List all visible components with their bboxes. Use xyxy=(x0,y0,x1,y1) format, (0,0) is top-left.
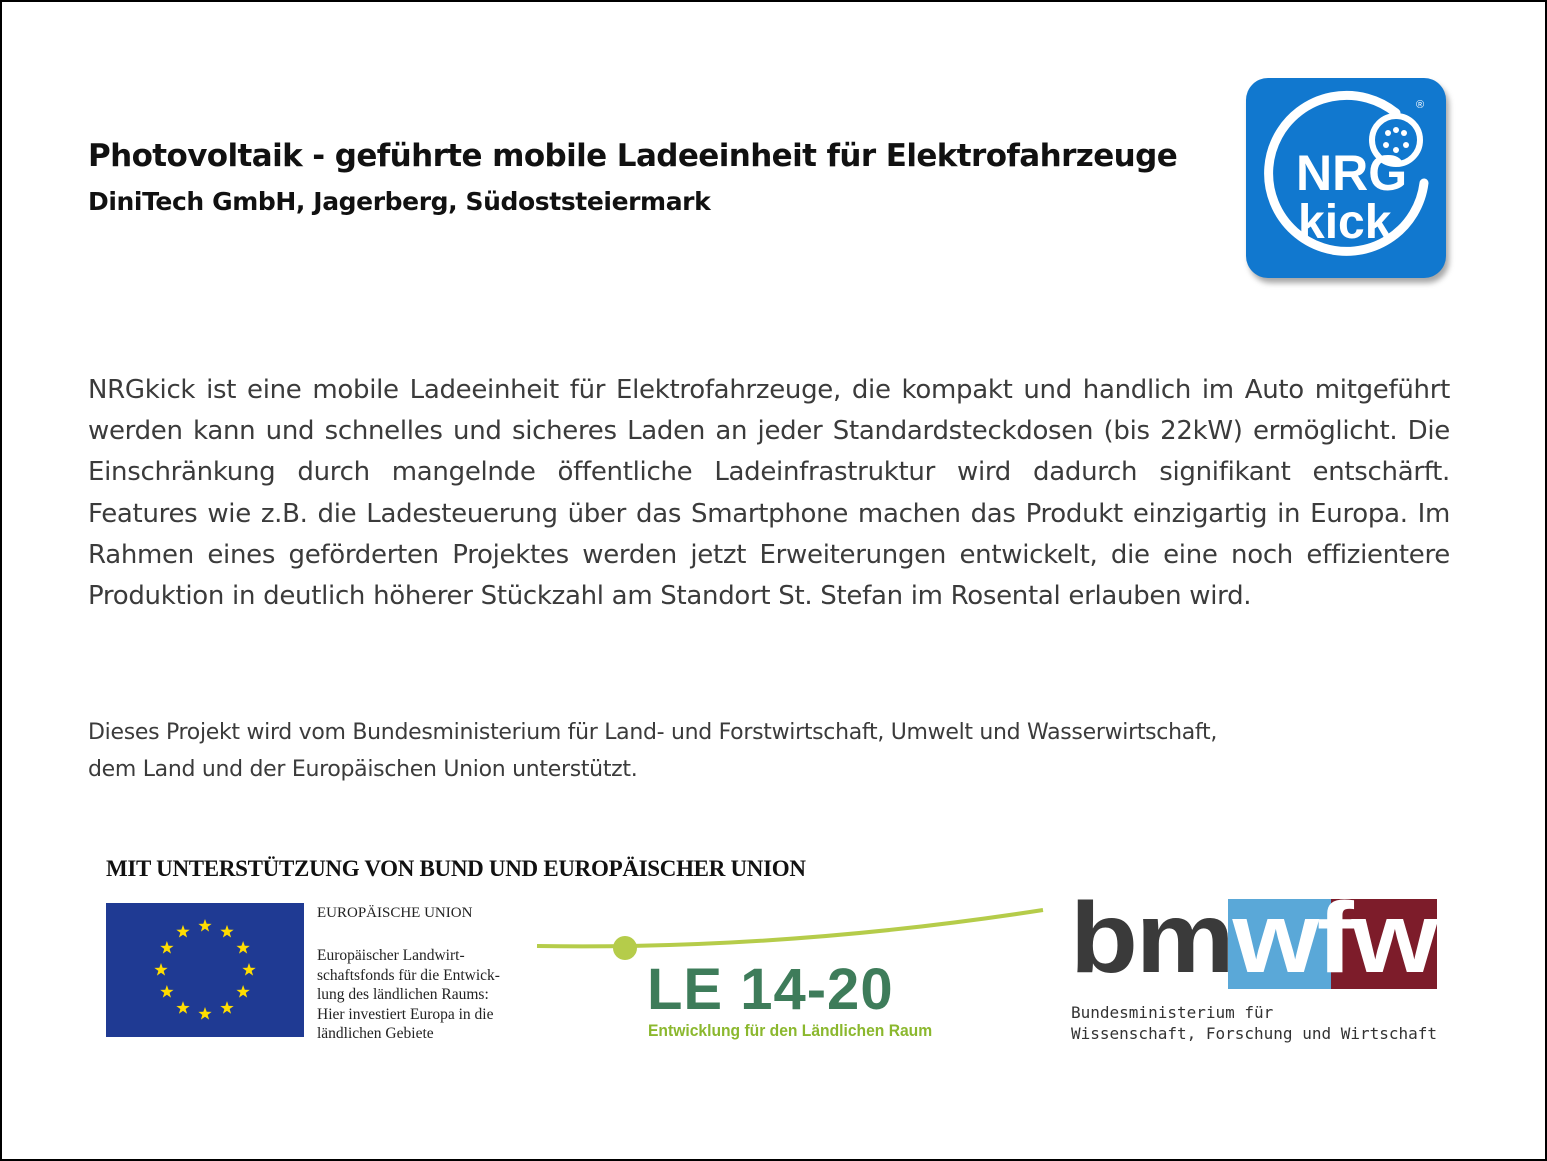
funding-heading: MIT UNTERSTÜTZUNG VON BUND UND EUROPÄISCHER UNION xyxy=(106,856,806,881)
page-title: Photovoltaik - geführte mobile Ladeeinheit für Elektrofahrzeuge xyxy=(88,138,1178,174)
le-subtitle: Entwicklung für den Ländlichen Raum xyxy=(648,1021,933,1040)
eu-desc-line: Europäischer Landwirt- xyxy=(317,947,465,964)
bmwfw-sub-line-1: Bundesministerium für xyxy=(1071,1003,1274,1022)
nrg-logo-line2: kick xyxy=(1298,196,1392,249)
project-description: NRGkick ist eine mobile Ladeeinheit für Elektrofahrzeuge, die kompakt und handlich im Auto mitgeführt werden kann und schnelles und sicheres Laden an jeder Standardsteckdosen (bis 22kW) ermöglicht. Die Einschränkung durch mangelnde öffentliche Ladeinfrastruktur wird dadurch signifikant entschärft. Features wie z.B. die Ladesteuerung über das Smartphone machen das Produkt einzigartig in Europa. Im Rahmen eines geförderten Projektes werden jetzt Erweiterungen entwickelt, die eine noch effizientere Produktion in deutlich höherer Stückzahl am Standort St. Stefan im Rosental erlauben wird. xyxy=(88,375,1450,612)
support-line-1: Dieses Projekt wird vom Bundesministerium für Land- und Forstwirtschaft, Umwelt und Wasserwirtschaft, xyxy=(88,720,1218,745)
eu-star-icon xyxy=(220,1001,233,1014)
bmwfw-sub-line-2: Wissenschaft, Forschung und Wirtschaft xyxy=(1071,1024,1438,1043)
nrg-logo-line1: NRG xyxy=(1296,145,1408,201)
eu-desc-line: ländlichen Gebiete xyxy=(317,1025,434,1042)
eu-desc-line: schaftsfonds für die Entwick- xyxy=(317,966,500,984)
eu-star-icon xyxy=(154,963,167,976)
eu-star-icon xyxy=(198,1007,211,1020)
eu-heading: EUROPÄISCHE UNION xyxy=(317,905,473,921)
eu-star-icon xyxy=(160,985,173,998)
eu-desc-line: lung des ländlichen Raums: xyxy=(317,986,489,1003)
eu-star-icon xyxy=(220,925,233,938)
le-title: LE 14-20 xyxy=(647,957,894,1022)
eu-star-icon xyxy=(242,963,255,976)
bmwfw-logo-text: bmwfw xyxy=(1070,890,1428,990)
eu-description xyxy=(317,946,532,1044)
eu-star-icon xyxy=(236,985,249,998)
eu-star-icon xyxy=(160,941,173,954)
registered-mark: ® xyxy=(1416,99,1425,111)
eu-star-icon xyxy=(176,1001,189,1014)
page-subtitle: DiniTech GmbH, Jagerberg, Südoststeiermark xyxy=(88,187,711,216)
eu-star-icon xyxy=(176,925,189,938)
bmwfw-subtitle xyxy=(1071,1002,1437,1044)
support-statement xyxy=(88,714,1450,788)
nrgkick-logo xyxy=(1246,78,1446,278)
support-line-2: dem Land und der Europäischen Union unterstützt. xyxy=(88,757,638,782)
eu-flag-icon xyxy=(106,903,304,1037)
eu-star-icon xyxy=(236,941,249,954)
eu-star-icon xyxy=(198,919,211,932)
eu-desc-line: Hier investiert Europa in die xyxy=(317,1005,494,1023)
